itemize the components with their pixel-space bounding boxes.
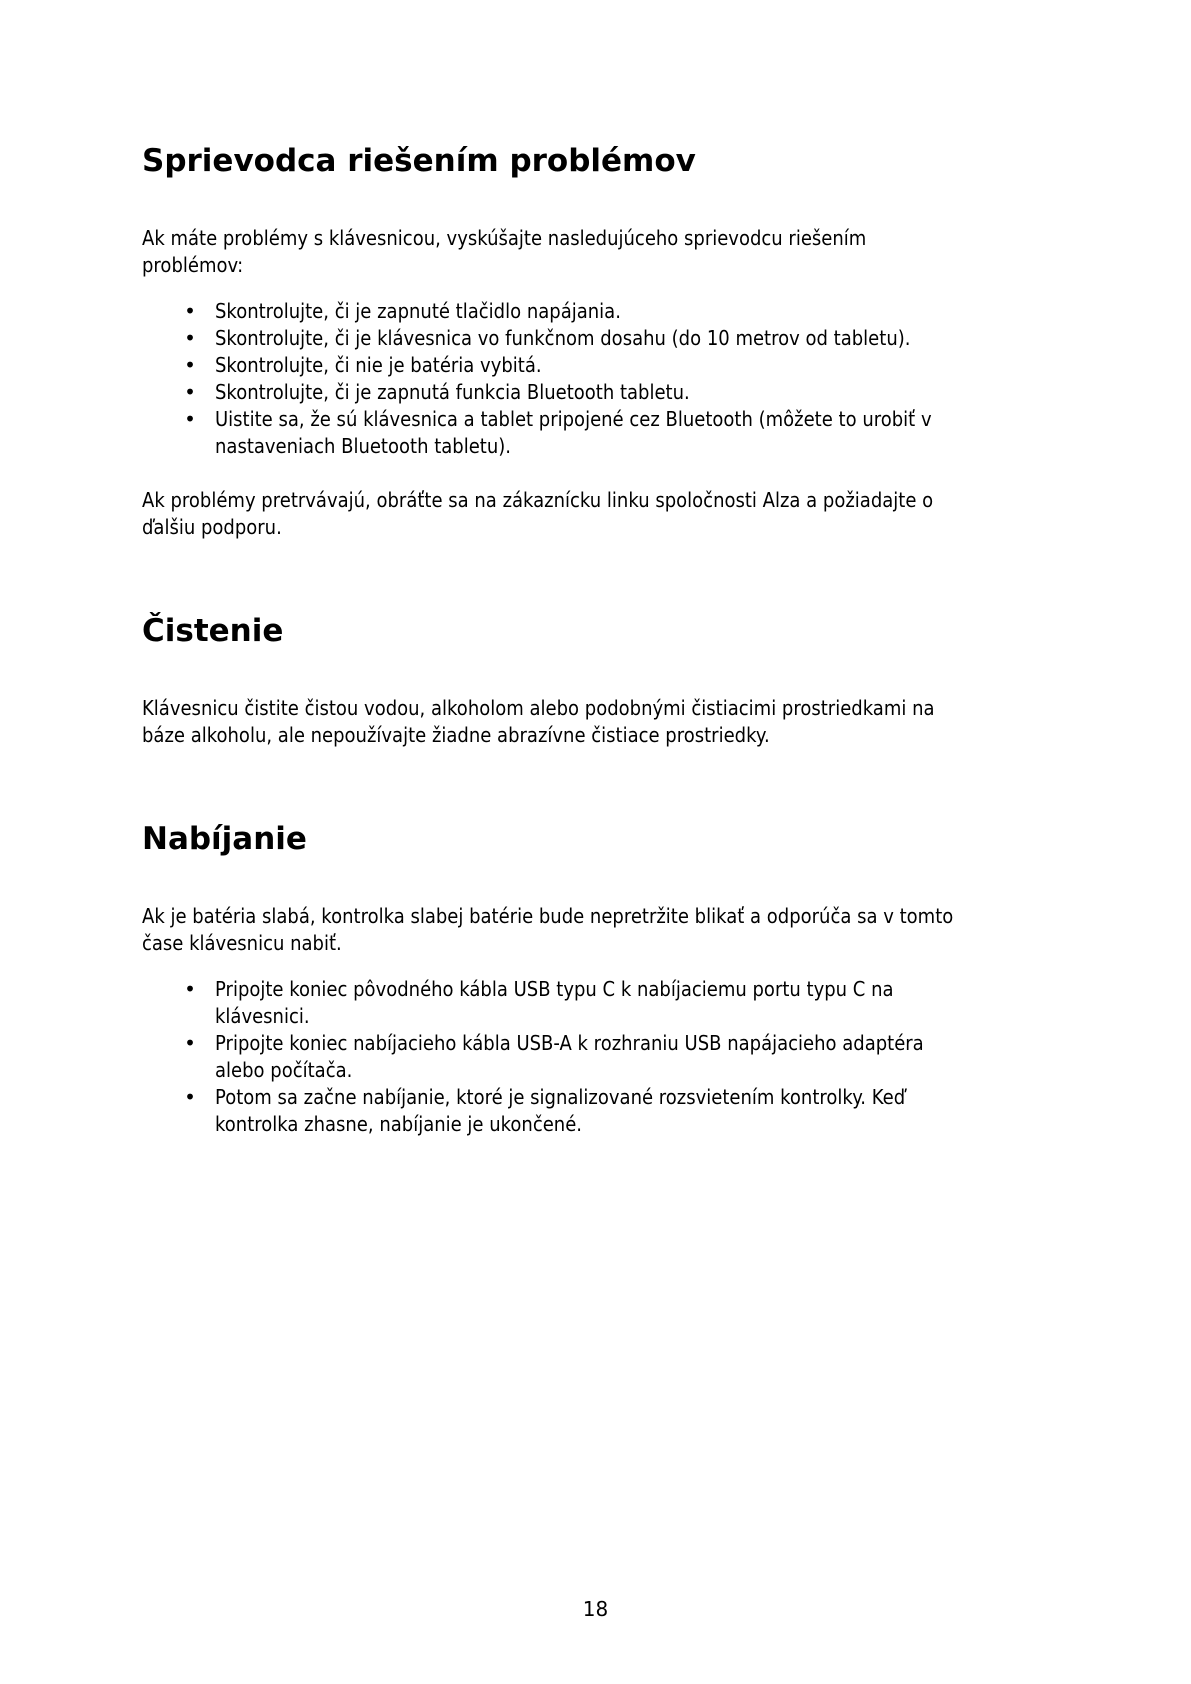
bullet-icon: • xyxy=(184,407,196,431)
section-heading-troubleshooting: Sprievodca riešením problémov xyxy=(142,143,696,179)
troubleshooting-intro: Ak máte problémy s klávesnicou, vyskúšajte nasledujúceho sprievodcu riešením problémov: xyxy=(142,226,867,277)
list-item: • Skontrolujte, či je zapnutá funkcia Bluetooth tabletu. xyxy=(142,379,1142,406)
list-item: • Skontrolujte, či je klávesnica vo funkčnom dosahu (do 10 metrov od tabletu). xyxy=(142,325,1142,352)
troubleshooting-outro: Ak problémy pretrvávajú, obráťte sa na zákaznícku linku spoločnosti Alza a požiadajte o ďalšiu podporu. xyxy=(142,488,934,539)
list-item: • Pripojte koniec pôvodného kábla USB typu C k nabíjaciemu portu typu C na klávesnici. xyxy=(142,976,1142,1030)
bullet-icon: • xyxy=(184,380,196,404)
troubleshooting-list xyxy=(142,298,1142,460)
cleaning-text: Klávesnicu čistite čistou vodou, alkoholom alebo podobnými čistiacimi prostriedkami na báze alkoholu, ale nepoužívajte žiadne abrazívne čistiace prostriedky. xyxy=(142,696,935,747)
list-item: • Uistite sa, že sú klávesnica a tablet pripojené cez Bluetooth (môžete to urobiť v nastaveniach Bluetooth tabletu). xyxy=(142,406,1142,460)
bullet-icon: • xyxy=(184,1085,196,1109)
list-item: • Potom sa začne nabíjanie, ktoré je signalizované rozsvietením kontrolky. Keď kontrolka zhasne, nabíjanie je ukončené. xyxy=(142,1084,1142,1138)
bullet-icon: • xyxy=(184,353,196,377)
section-heading-charging: Nabíjanie xyxy=(142,821,307,857)
charging-intro: Ak je batéria slabá, kontrolka slabej batérie bude nepretržite blikať a odporúča sa v tomto čase klávesnicu nabiť. xyxy=(142,904,954,955)
section-heading-cleaning: Čistenie xyxy=(142,613,284,649)
bullet-icon: • xyxy=(184,299,196,323)
list-item: • Pripojte koniec nabíjacieho kábla USB-A k rozhraniu USB napájacieho adaptéra alebo počítača. xyxy=(142,1030,1142,1084)
list-item: • Skontrolujte, či nie je batéria vybitá. xyxy=(142,352,1142,379)
charging-list xyxy=(142,976,1142,1138)
bullet-icon: • xyxy=(184,977,196,1001)
bullet-icon: • xyxy=(184,1031,196,1055)
bullet-icon: • xyxy=(184,326,196,350)
list-item: • Skontrolujte, či je zapnuté tlačidlo napájania. xyxy=(142,298,1142,325)
page-number: 18 xyxy=(582,1597,609,1621)
